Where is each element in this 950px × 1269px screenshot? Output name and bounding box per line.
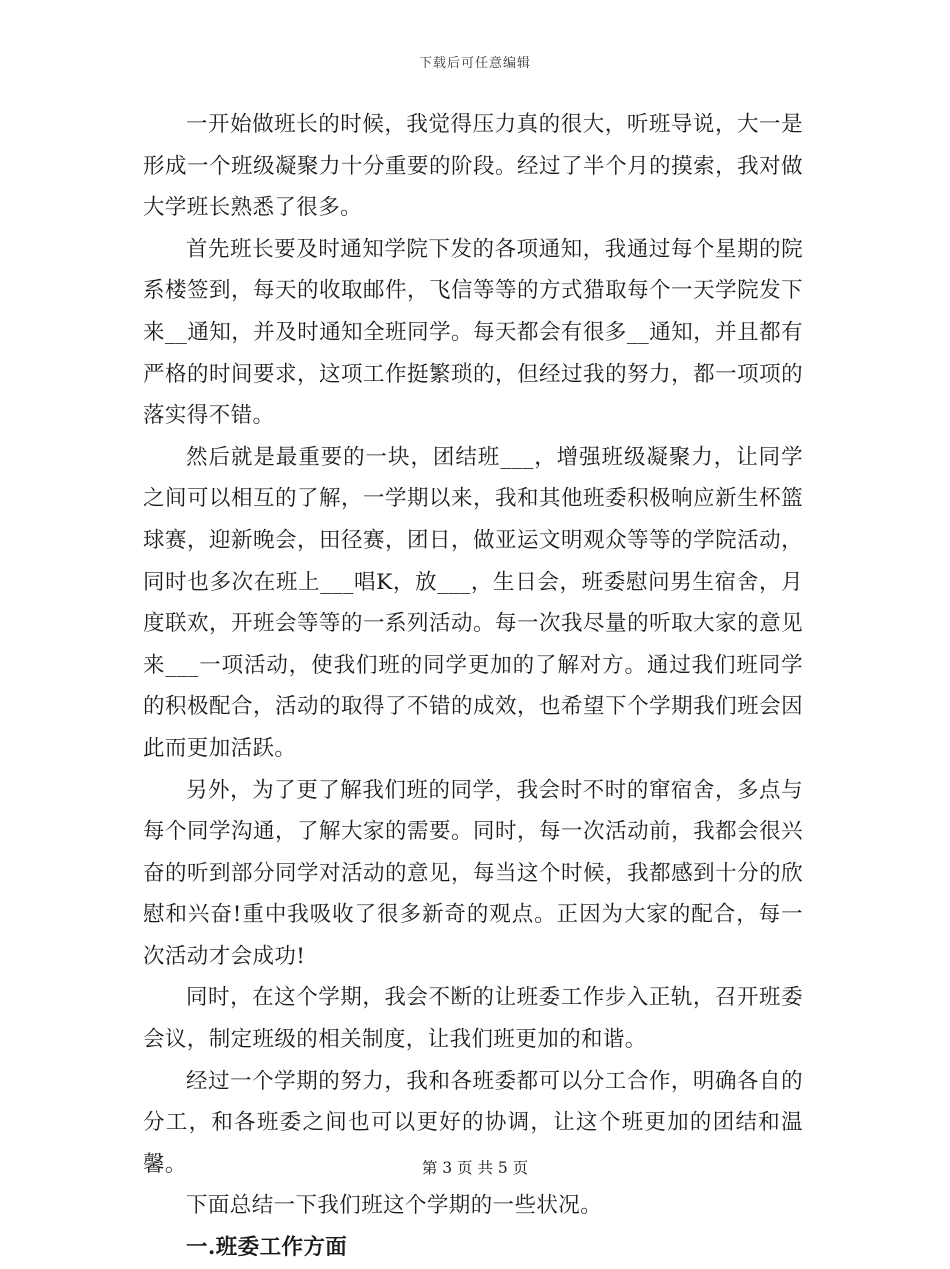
page-header: 下载后可任意编辑 xyxy=(418,56,531,71)
paragraph-1: 一开始做班长的时候，我觉得压力真的很大，听班导说，大一是形成一个班级凝聚力十分重要的阶段。经过了半个月的摸索，我对做大学班长熟悉了很多。 xyxy=(143,112,803,221)
paragraph-3: 然后就是最重要的一块，团结班___，增强班级凝聚力，让同学之间可以相互的了解，一学期以来，我和其他班委积极响应新生杯篮球赛，迎新晚会，田径赛，团日，做亚运文明观众等等的学院活动，同时也多次在班上___唱K，放___，生日会，班委慰问男生宿舍，月度联欢，开班会等等的一系列活动。每一次我尽量的听取大家的意见来___一项活动，使我们班的同学更加的了解对方。通过我们班同学的积极配合，活动的取得了不错的成效，也希望下个学期我们班会因此而更加活跃。 xyxy=(143,444,803,761)
page-footer: 第 3 页 共 5 页 xyxy=(421,1159,529,1177)
paragraph-7: 下面总结一下我们班这个学期的一些状况。 xyxy=(186,1193,603,1219)
paragraph-2: 首先班长要及时通知学院下发的各项通知，我通过每个星期的院系楼签到，每天的收取邮件，飞信等等的方式猎取每个一天学院发下来__通知，并及时通知全班同学。每天都会有很多__通知，并且都有严格的时间要求，这项工作挺繁琐的，但经过我的努力，都一项项的落实得不错。 xyxy=(143,236,803,429)
paragraph-5: 同时，在这个学期，我会不断的让班委工作步入正轨，召开班委会议，制定班级的相关制度，让我们班更加的和谐。 xyxy=(143,985,803,1053)
section-heading: 一.班委工作方面 xyxy=(186,1235,348,1261)
paragraph-4: 另外，为了更了解我们班的同学，我会时不时的窜宿舍，多点与每个同学沟通，了解大家的需要。同时，每一次活动前，我都会很兴奋的听到部分同学对活动的意见，每当这个时候，我都感到十分的欣慰和兴奋!重中我吸收了很多新奇的观点。正因为大家的配合，每一次活动才会成功! xyxy=(143,777,803,969)
document-body xyxy=(143,104,803,1269)
paragraph-6: 经过一个学期的努力，我和各班委都可以分工合作，明确各自的分工，和各班委之间也可以更好的协调，让这个班更加的团结和温馨。 xyxy=(143,1068,803,1177)
